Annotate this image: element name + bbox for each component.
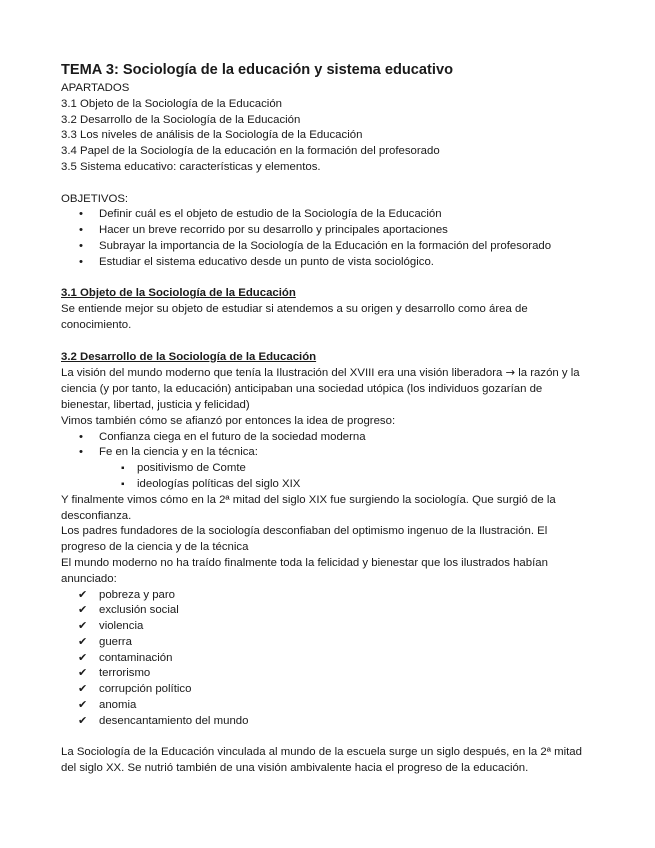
paragraph-line: Se entiende mejor su objeto de estudiar si atendemos a su origen y desarrollo como área de — [61, 303, 528, 316]
paragraph-line: bienestar, libertad, justicia y felicidad) — [61, 398, 250, 411]
checkmark-icon: ✔ — [78, 651, 88, 664]
intro-text-after-arrow: la razón y la — [515, 367, 580, 380]
paragraph-line — [61, 365, 615, 382]
objetivos-heading: OBJETIVOS: — [61, 192, 129, 205]
paragraph-line: desconfianza. — [61, 509, 132, 522]
checklist-item: ✔ corrupción político — [61, 682, 615, 698]
paragraph-line: Y finalmente vimos cómo en la 2ª mitad del siglo XIX fue surgiendo la sociología. Que surgió de la — [61, 493, 556, 506]
checkmark-icon: ✔ — [78, 620, 88, 633]
paragraph-line: anunciado: — [61, 572, 117, 585]
checkmark-icon: ✔ — [78, 588, 88, 601]
objetivos-item: • Estudiar el sistema educativo desde un punto de vista sociológico. — [61, 255, 615, 271]
checklist-item: ✔ terrorismo — [61, 666, 615, 682]
right-arrow-icon: → — [505, 365, 516, 380]
checklist-item: ✔ pobreza y paro — [61, 588, 615, 604]
progress-sub-item: ▪ positivismo de Comte — [61, 461, 615, 477]
intro-text-before-arrow: La visión del mundo moderno que tenía la Ilustración del XVIII era una visión liberadora — [61, 367, 506, 380]
apartados-item: 3.1 Objeto de la Sociología de la Educación — [61, 97, 283, 110]
checkmark-icon: ✔ — [78, 699, 88, 712]
paragraph-line: Vimos también cómo se afianzó por entonces la idea de progreso: — [61, 414, 396, 427]
checklist-item: ✔ contaminación — [61, 651, 615, 667]
paragraph-line: conocimiento. — [61, 318, 132, 331]
checkmark-icon: ✔ — [78, 683, 88, 696]
paragraph-line: El mundo moderno no ha traído finalmente toda la felicidad y bienestar que los ilustrados habían — [61, 556, 548, 569]
paragraph-line: del siglo XX. Se nutrió también de una visión ambivalente hacia el progreso de la educación. — [61, 762, 529, 775]
section-3-2-heading: 3.2 Desarrollo de la Sociología de la Educación — [61, 350, 317, 363]
objetivos-item: • Definir cuál es el objeto de estudio de la Sociología de la Educación — [61, 207, 615, 223]
apartados-item: 3.5 Sistema educativo: características y elementos. — [61, 160, 321, 173]
objetivos-section — [61, 192, 615, 271]
document-title: TEMA 3: Sociología de la educación y sistema educativo — [61, 62, 453, 78]
objetivos-item: • Subrayar la importancia de la Sociología de la Educación en la formación del profesorado — [61, 239, 615, 255]
checkmark-icon: ✔ — [78, 667, 88, 680]
checklist-item: ✔ anomia — [61, 698, 615, 714]
objetivos-item: • Hacer un breve recorrido por su desarrollo y principales aportaciones — [61, 223, 615, 239]
apartados-item: 3.4 Papel de la Sociología de la educación en la formación del profesorado — [61, 145, 440, 158]
paragraph-line: Los padres fundadores de la sociología desconfiaban del optimismo ingenuo de la Ilustración. El — [61, 525, 548, 538]
apartados-section — [61, 81, 615, 176]
paragraph-line: progreso de la ciencia y de la técnica — [61, 541, 249, 554]
progress-list — [61, 430, 615, 462]
paragraph-line: La Sociología de la Educación vinculada al mundo de la escuela surge un siglo después, en la 2ª mitad — [61, 746, 582, 759]
section-3-1-heading: 3.1 Objeto de la Sociología de la Educación — [61, 287, 296, 300]
section-3-1 — [61, 286, 615, 333]
objetivos-list — [61, 207, 615, 270]
progress-item: • Fe en la ciencia y en la técnica: — [61, 445, 615, 461]
checklist-item: ✔ guerra — [61, 635, 615, 651]
checklist-item: ✔ exclusión social — [61, 603, 615, 619]
checklist-item: ✔ violencia — [61, 619, 615, 635]
problems-checklist — [61, 588, 615, 730]
checkmark-icon: ✔ — [78, 714, 88, 727]
checkmark-icon: ✔ — [78, 604, 88, 617]
progress-sub-list — [61, 461, 615, 493]
apartados-item: 3.3 Los niveles de análisis de la Sociología de la Educación — [61, 129, 363, 142]
section-3-2 — [61, 350, 615, 778]
progress-item: • Confianza ciega en el futuro de la sociedad moderna — [61, 430, 615, 446]
paragraph-line: ciencia (y por tanto, la educación) anticipaban una sociedad utópica (los individuos gozarían de — [61, 383, 543, 396]
checklist-item: ✔ desencantamiento del mundo — [61, 714, 615, 730]
apartados-heading: APARTADOS — [61, 82, 130, 94]
checkmark-icon: ✔ — [78, 635, 88, 648]
apartados-item: 3.2 Desarrollo de la Sociología de la Educación — [61, 113, 301, 126]
progress-sub-item: ▪ ideologías políticas del siglo XIX — [61, 477, 615, 493]
